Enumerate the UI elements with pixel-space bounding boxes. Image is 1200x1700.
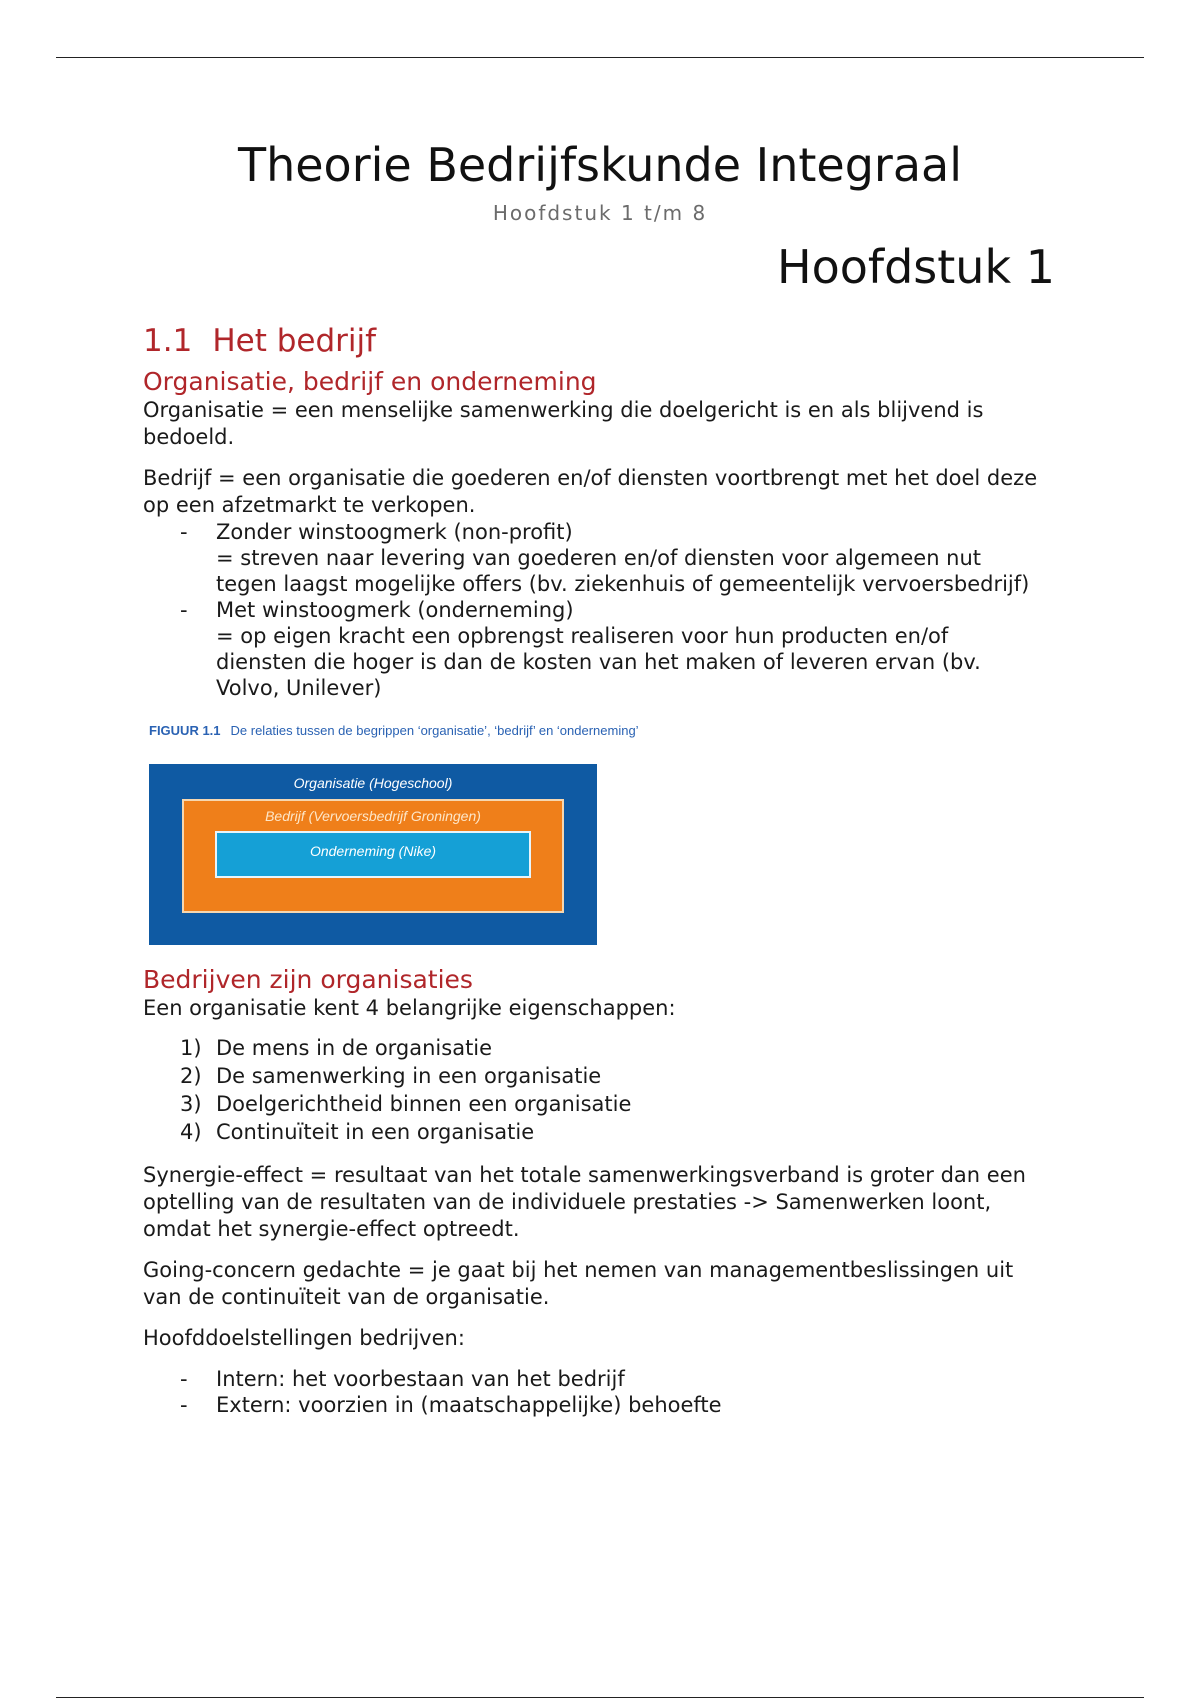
eigenschappen-list (143, 1034, 1043, 1146)
list-item-text: Intern: het voorbestaan van het bedrijf (216, 1366, 625, 1391)
bullet: - (180, 1392, 188, 1417)
figure-box-onderneming (215, 831, 531, 878)
list-item (143, 1392, 1043, 1418)
figure-label-organisatie: Organisatie (Hogeschool) (293, 774, 453, 791)
figure-label: FIGUUR 1.1 (149, 722, 221, 738)
list-item-text: De samenwerking in een organisatie (216, 1063, 602, 1088)
list-marker: 1) (180, 1035, 202, 1060)
bullet: - (180, 519, 188, 544)
doelstellingen-list (143, 1366, 1043, 1418)
top-rule (56, 57, 1144, 58)
paragraph-intro-eigenschappen: Een organisatie kent 4 belangrijke eigenschappen: (143, 995, 676, 1020)
list-marker: 2) (180, 1063, 202, 1088)
list-item (143, 519, 1043, 597)
section-number: 1.1 (143, 323, 193, 359)
list-item (143, 1366, 1043, 1392)
list-item (143, 597, 1043, 701)
list-item-text: De mens in de organisatie (216, 1035, 493, 1060)
list-item (143, 1034, 1043, 1062)
figure-caption-text: De relaties tussen de begrippen ‘organisatie’, ‘bedrijf’ en ‘onderneming’ (230, 722, 639, 738)
bedrijf-types-list (143, 519, 1043, 701)
figure-caption (149, 723, 1043, 738)
paragraph-going-concern: Going-concern gedachte = je gaat bij het nemen van managementbeslissingen uit van de continuïteit van de organisatie. (143, 1257, 1014, 1309)
list-item-title: Met winstoogmerk (onderneming) (216, 597, 574, 622)
document-subtitle: Hoofdstuk 1 t/m 8 (492, 201, 708, 225)
bullet: - (180, 1366, 188, 1391)
list-item-text: Continuïteit in een organisatie (216, 1119, 535, 1144)
paragraph-hoofddoelstellingen: Hoofddoelstellingen bedrijven: (143, 1325, 465, 1350)
list-item-text: Doelgerichtheid binnen een organisatie (216, 1091, 632, 1116)
bullet: - (180, 597, 188, 622)
paragraph-bedrijf: Bedrijf = een organisatie die goederen en/of diensten voortbrengt met het doel deze op een afzetmarkt te verkopen. (143, 465, 1038, 517)
bottom-rule (56, 1697, 1144, 1698)
list-item-detail: = op eigen kracht een opbrengst realiseren voor hun producten en/of diensten die hoger is dan de kosten van het maken of leveren ervan (bv. Volvo, Unilever) (216, 623, 981, 700)
page-content (143, 322, 1043, 1418)
subheading-bedrijven: Bedrijven zijn organisaties (143, 964, 473, 994)
nested-boxes-figure (149, 764, 597, 945)
list-item (143, 1090, 1043, 1118)
section-heading (143, 322, 1043, 361)
paragraph-organisatie: Organisatie = een menselijke samenwerking die doelgericht is en als blijvend is bedoeld. (143, 397, 984, 449)
paragraph-synergie: Synergie-effect = resultaat van het totale samenwerkingsverband is groter dan een optelling van de resultaten van de individuele prestaties -> Samenwerken loont, omdat het synergie-effect optreedt. (143, 1162, 1026, 1241)
list-marker: 4) (180, 1119, 202, 1144)
list-item-detail: = streven naar levering van goederen en/of diensten voor algemeen nut tegen laagst mogelijke offers (bv. ziekenhuis of gemeentelijk vervoersbedrijf) (216, 545, 1030, 596)
chapter-heading: Hoofdstuk 1 (777, 240, 1055, 294)
list-item (143, 1062, 1043, 1090)
document-title: Theorie Bedrijfskunde Integraal (238, 138, 962, 192)
list-item (143, 1118, 1043, 1146)
figure-label-bedrijf: Bedrijf (Vervoersbedrijf Groningen) (265, 807, 481, 824)
subheading-organisatie: Organisatie, bedrijf en onderneming (143, 366, 597, 396)
section-title: Het bedrijf (212, 323, 377, 359)
list-item-text: Extern: voorzien in (maatschappelijke) behoefte (216, 1392, 722, 1417)
figure-label-onderneming: Onderneming (Nike) (309, 842, 437, 859)
list-item-title: Zonder winstoogmerk (non-profit) (216, 519, 573, 544)
list-marker: 3) (180, 1091, 202, 1116)
